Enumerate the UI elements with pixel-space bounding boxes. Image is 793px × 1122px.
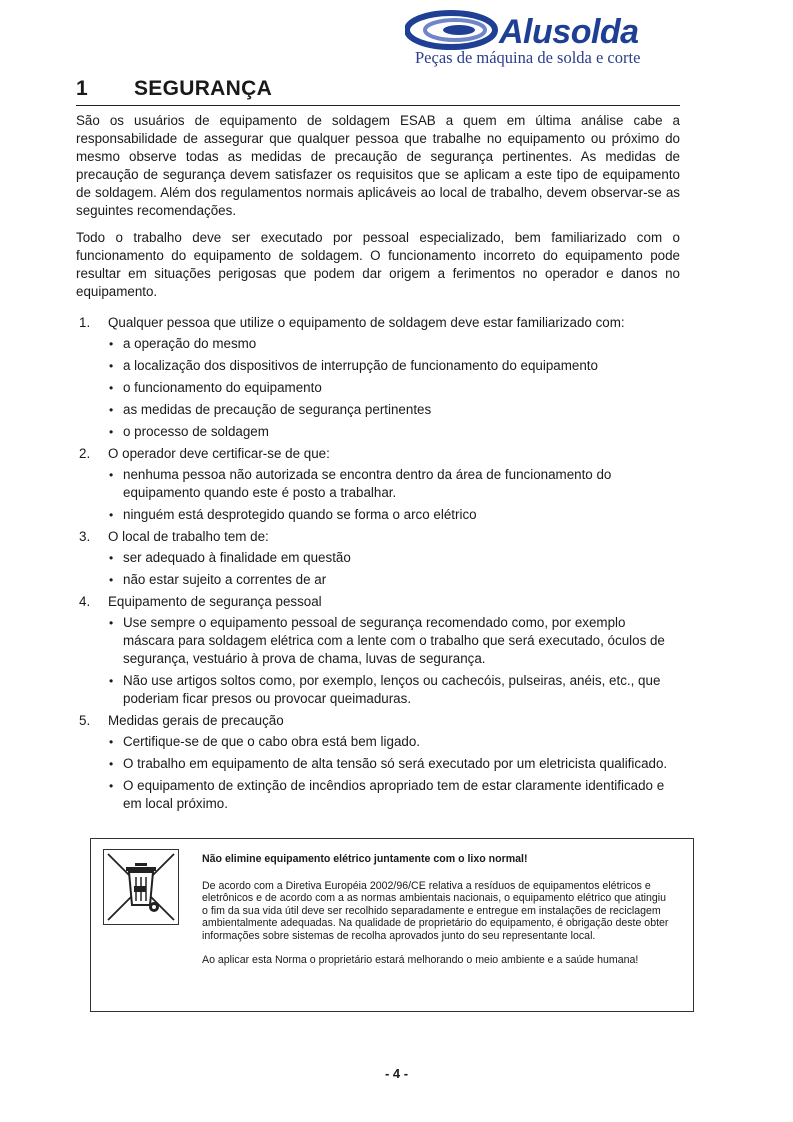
list-item-2 — [76, 445, 680, 524]
list-item-text: Qualquer pessoa que utilize o equipamento de soldagem deve estar familiarizado com: — [108, 315, 625, 330]
bullet-icon: • — [109, 573, 114, 587]
list-item-1 — [76, 314, 680, 441]
bullet-icon: • — [109, 508, 114, 522]
sub-list — [108, 733, 680, 813]
list-item-5 — [76, 712, 680, 813]
list-item-number: 2. — [79, 446, 91, 461]
brand-logo — [405, 8, 695, 70]
list-item-3 — [76, 528, 680, 589]
notice-title: Não elimine equipamento elétrico juntamente com o lixo normal! — [202, 853, 528, 865]
bullet-text: a operação do mesmo — [123, 336, 257, 351]
bullet-item — [108, 357, 680, 375]
bullet-item — [108, 672, 680, 708]
safety-list — [76, 314, 680, 813]
bullet-item — [108, 423, 680, 441]
crossed-bin-icon — [103, 849, 179, 925]
document-body — [76, 112, 680, 817]
list-item-text: Medidas gerais de precaução — [108, 713, 284, 728]
bullet-item — [108, 614, 680, 668]
bullet-item — [108, 335, 680, 353]
bullet-item — [108, 379, 680, 397]
bullet-text: Não use artigos soltos como, por exemplo, lenços ou cachecóis, pulseiras, anéis, etc., que poderiam ficar presos ou provocar queimaduras. — [123, 673, 661, 706]
bullet-text: ser adequado à finalidade em questão — [123, 550, 351, 565]
bullet-icon: • — [109, 674, 114, 688]
bullet-icon: • — [109, 551, 114, 565]
section-heading — [76, 77, 680, 106]
intro-paragraph-2: Todo o trabalho deve ser executado por pessoal especializado, bem familiarizado com o funcionamento do equipamento de soldagem. O funcionamento incorreto do equipamento pode resultar em situações perigosas que podem dar origem a ferimentos no operador e danos no equipamento. — [76, 230, 680, 299]
bullet-text: não estar sujeito a correntes de ar — [123, 572, 327, 587]
bullet-text: Use sempre o equipamento pessoal de segurança recomendado como, por exemplo máscara para soldagem elétrica com a lente com o trabalho que será executado, óculos de segurança, vestuário à prova de chama, luvas de segurança. — [123, 615, 665, 666]
bullet-icon: • — [109, 359, 114, 373]
list-item-number: 3. — [79, 529, 91, 544]
bullet-text: as medidas de precaução de segurança pertinentes — [123, 402, 432, 417]
list-item-number: 5. — [79, 713, 91, 728]
bullet-item — [108, 466, 680, 502]
logo-part2: solda — [552, 13, 639, 51]
bullet-text: ninguém está desprotegido quando se forma o arco elétrico — [123, 507, 477, 522]
intro-paragraph-1: São os usuários de equipamento de soldagem ESAB a quem em última análise cabe a responsabilidade de assegurar que qualquer pessoa que trabalhe no equipamento ou próximo do mesmo observe todas as medidas de precaução de segurança pertinentes. As medidas de precaução de segurança devem satisfazer os requisitos que se aplicam a este tipo de equipamento de soldagem. Além dos regulamentos normais aplicáveis ao local de trabalho, devem observar-se as seguintes recomendações. — [76, 113, 680, 218]
weee-notice-box — [90, 838, 694, 1012]
notice-paragraph-2: Ao aplicar esta Norma o proprietário estará melhorando o meio ambiente e a saúde humana! — [202, 953, 639, 966]
bullet-item — [108, 506, 680, 524]
bullet-item — [108, 733, 680, 751]
sub-list — [108, 466, 680, 524]
list-item-number: 1. — [79, 315, 91, 330]
sub-list — [108, 614, 680, 708]
list-item-text: Equipamento de segurança pessoal — [108, 594, 322, 609]
bullet-text: O trabalho em equipamento de alta tensão só será executado por um eletricista qualificado. — [123, 756, 668, 771]
bullet-text: nenhuma pessoa não autorizada se encontra dentro da área de funcionamento do equipamento quando este é posto a trabalhar. — [123, 467, 612, 500]
bullet-icon: • — [109, 779, 114, 793]
list-item-number: 4. — [79, 594, 91, 609]
bullet-icon: • — [109, 425, 114, 439]
logo-tagline: Peças de máquina de solda e corte — [415, 48, 641, 67]
list-item-text: O operador deve certificar-se de que: — [108, 446, 330, 461]
logo-part1: Alu — [499, 13, 553, 51]
sub-list — [108, 335, 680, 441]
bullet-item — [108, 401, 680, 419]
bullet-text: a localização dos dispositivos de interrupção de funcionamento do equipamento — [123, 358, 598, 373]
bullet-icon: • — [109, 757, 114, 771]
bullet-item — [108, 571, 680, 589]
bullet-icon: • — [109, 735, 114, 749]
bullet-text: o processo de soldagem — [123, 424, 269, 439]
bullet-icon: • — [109, 337, 114, 351]
bullet-text: o funcionamento do equipamento — [123, 380, 322, 395]
bullet-icon: • — [109, 381, 114, 395]
bullet-item — [108, 755, 680, 773]
section-number: 1 — [76, 77, 88, 100]
bullet-item — [108, 777, 680, 813]
bullet-icon: • — [109, 403, 114, 417]
notice-text — [202, 853, 672, 977]
bullet-item — [108, 549, 680, 567]
bullet-text: O equipamento de extinção de incêndios apropriado tem de estar claramente identificado e em local próximo. — [123, 778, 665, 811]
page-number: - 4 - — [384, 1066, 409, 1081]
sub-list — [108, 549, 680, 589]
bullet-icon: • — [109, 616, 114, 630]
bullet-icon: • — [109, 468, 114, 482]
list-item-text: O local de trabalho tem de: — [108, 529, 269, 544]
bullet-text: Certifique-se de que o cabo obra está bem ligado. — [123, 734, 421, 749]
logo-wordmark — [499, 14, 639, 50]
section-title: SEGURANÇA — [134, 77, 273, 100]
list-item-4 — [76, 593, 680, 708]
notice-paragraph-1: De acordo com a Diretiva Européia 2002/96/CE relativa a resíduos de equipamentos elétricos e eletrônicos e de acordo com a as normas ambientais nacionais, o equipamento elétrico que atingiu o fim da sua vida útil deve ser recolhido separadamente e entregue em instalações de reciclagem ambientalmente adequadas. Na qualidade de proprietário do equipamento, é obrigação deste obter informações sobre sistemas de recolha aprovados junto do seu representante local. — [202, 879, 669, 942]
